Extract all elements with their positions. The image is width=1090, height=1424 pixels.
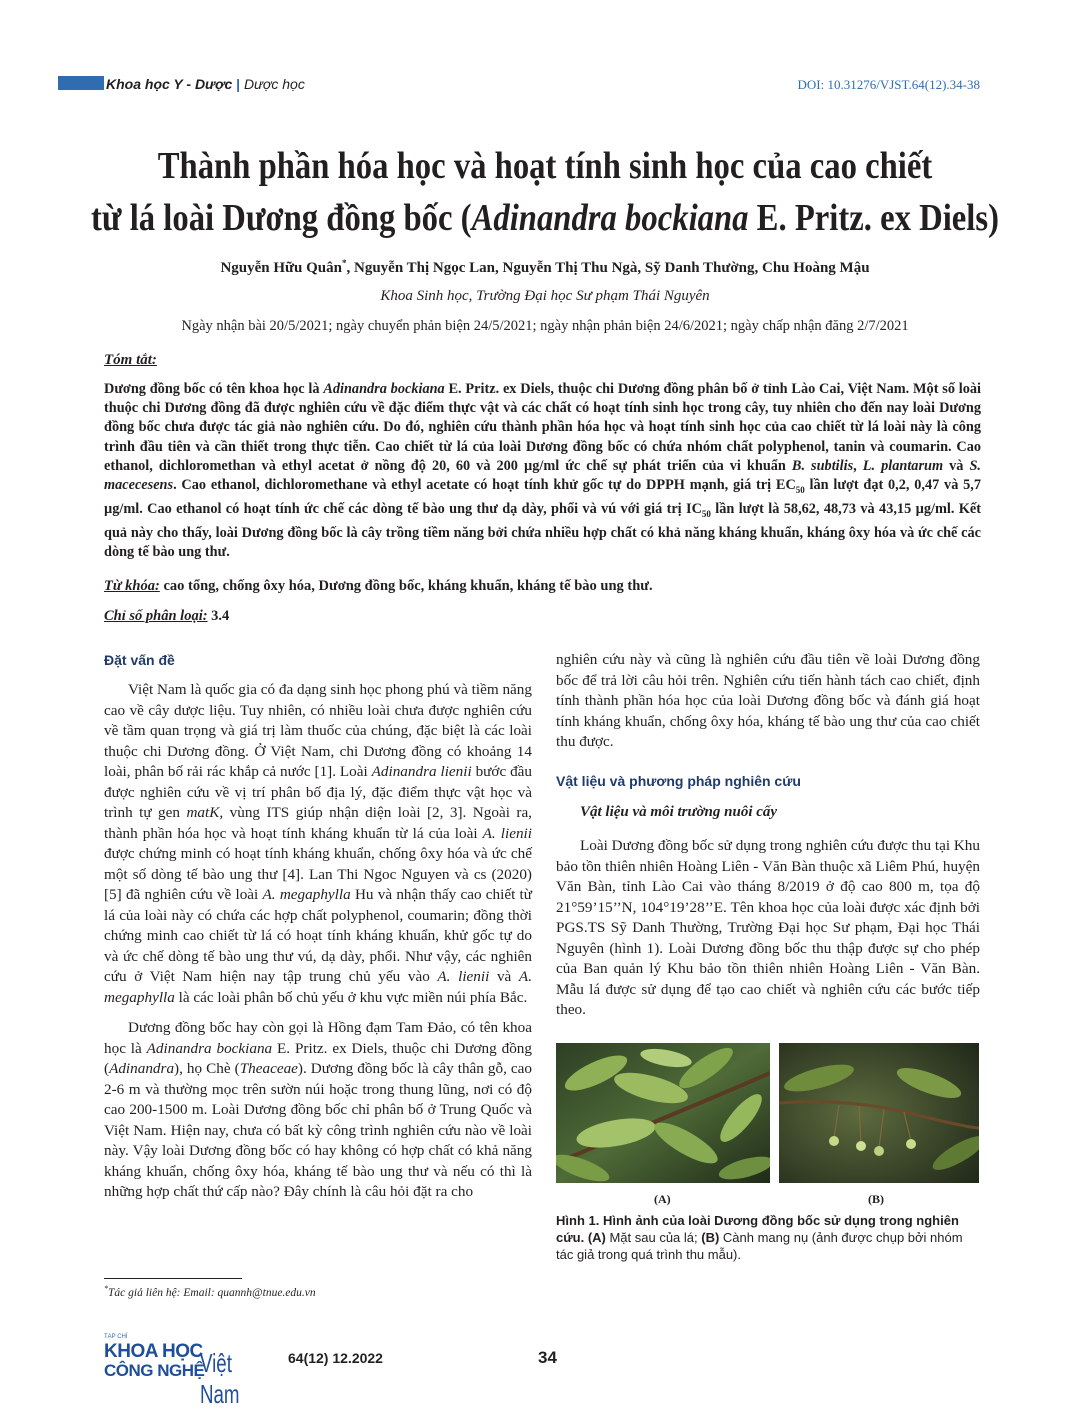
leaf-photo-a <box>556 1043 770 1183</box>
materials-text <box>556 836 980 1021</box>
species-name: Adinandra bockiana <box>471 197 749 239</box>
issue-number: 64(12) 12.2022 <box>288 1350 383 1366</box>
abstract-label: Tóm tắt: <box>104 352 157 368</box>
author-star: * <box>342 258 347 268</box>
section-heading-introduction: Đặt vấn đề <box>104 652 175 668</box>
section-name: Khoa học Y - Dược <box>106 76 233 92</box>
left-column <box>104 680 532 1203</box>
header-accent-bar <box>58 76 104 90</box>
doi-link[interactable]: DOI: 10.31276/VJST.64(12).34-38 <box>797 77 980 92</box>
classification <box>104 608 229 625</box>
footnote-rule <box>104 1278 242 1279</box>
title-text: E. Pritz. ex Diels) <box>748 197 999 239</box>
submission-dates: Ngày nhận bài 20/5/2021; ngày chuyển phản biện 24/5/2021; ngày nhận phản biện 24/6/2021; ngày chấp nhận đăng 2/7/2021 <box>181 318 909 334</box>
figure-label-a: (A) <box>654 1192 671 1206</box>
logo-congnghe: CÔNG NGHỆ <box>104 1361 205 1380</box>
branch-photo-b <box>779 1043 979 1183</box>
logo-tapchi: TẠP CHÍ <box>104 1334 128 1340</box>
classification-label: Chỉ số phân loại: <box>104 608 208 624</box>
right-column-continuation <box>556 650 980 753</box>
abstract-text: Dương đồng bốc có tên khoa học là Adinandra bockiana E. Pritz. ex Diels, thuộc chi Dương đồng phân bố ở tỉnh Lào Cai, Việt Nam. Một số loài thuộc chi Dương đồng đã được nghiên cứu về đặc điểm thực vật và các chất có hoạt tính sinh học trong cây, tuy nhiên cho đến nay loài Dương đồng bốc chưa được tác giả nào nghiên cứu. Do đó, nghiên cứu thành phần hóa học và hoạt tính sinh học của cao chiết từ lá loài này là công trình đầu tiên và cần thiết trong thực tiễn. Cao chiết từ lá của loài Dương đồng bốc có chứa nhóm chất polyphenol, tanin và coumarin. Cao ethanol, dichloromethan và ethyl acetat ở nồng độ 20, 60 và 200 µg/ml ức chế sự phát triển của vi khuẩn B. subtilis, L. plantarum và S. macecesens. Cao ethanol, dichloromethane và ethyl acetate có hoạt tính khử gốc tự do DPPH mạnh, giá trị $EC_{50}$ lần lượt đạt 0,2, 0,47 và 5,7 µg/ml. Cao ethanol có hoạt tính ức chế các dòng tế bào ung thư dạ dày, phổi và vú với giá trị $IC_{50}$ lần lượt là 58,62, 48,73 và 43,15 µg/ml. Kết quả này cho thấy, loài Dương đồng bốc là cây trồng tiềm năng bởi chứa nhiều hợp chất có khả năng kháng khuẩn, kháng ôxy hóa và ức chế các dòng tế bào ung thư. <box>104 381 982 561</box>
co-authors: , Nguyễn Thị Ngọc Lan, Nguyễn Thị Thu Ngà, Sỹ Danh Thường, Chu Hoàng Mậu <box>346 260 870 276</box>
section-separator: | <box>236 76 241 92</box>
section-heading-methods: Vật liệu và phương pháp nghiên cứu <box>556 773 801 789</box>
keywords-text: cao tổng, chống ôxy hóa, Dương đồng bốc, kháng khuẩn, kháng tế bào ung thư. <box>159 578 653 594</box>
paragraph: Việt Nam là quốc gia có đa dạng sinh học phong phú và tiềm năng cao về cây dược liệu. Tuy nhiên, có nhiều loài chưa được nghiên cứu về tầm quan trọng và giá trị làm thuốc của chúng, đặc biệt là các loài thuộc chi Dương đồng. Ở Việt Nam, chi Dương đồng có khoảng 14 loài, phân bố rải rác khắp cả nước [1]. Loài Adinandra lienii bước đầu được nghiên cứu về vị trí phân bố địa lý, đặc điểm thực vật học và trình tự gen matK, vùng ITS giúp nhận diện loài [2, 3]. Ngoài ra, thành phần hóa học và hoạt tính kháng khuẩn từ lá của loài A. lienii được chứng minh có hoạt tính kháng khuẩn, chống ôxy hóa và ức chế một số dòng tế bào ung thư [4]. Lan Thi Ngoc Nguyen và cs (2020) [5] đã nghiên cứu về loài A. megaphylla Hu và nhận thấy cao chiết từ lá của loài này có chứa các hợp chất polyphenol, coumarin; đồng thời chứng minh cao chiết từ lá có hoạt tính kháng khuẩn, khử gốc tự do và ức chế dòng tế bào ung thư vú, dạ dày, phổi. Như vậy, các nghiên cứu ở Việt Nam hiện nay tập trung chủ yếu vào A. lienii và A. megaphylla là các loài phân bố chủ yếu ở khu vực miền núi phía Bắc. <box>104 681 533 1006</box>
logo-khoahoc: KHOA HỌC <box>104 1341 203 1362</box>
figure-label-b: (B) <box>868 1192 884 1206</box>
article-title <box>76 140 1013 244</box>
author-email[interactable]: Tác giả liên hệ: Email: quannh@tnue.edu.vn <box>108 1286 316 1299</box>
journal-section <box>106 76 305 92</box>
paragraph: nghiên cứu này và cũng là nghiên cứu đầu tiên về loài Dương đồng bốc để trả lời câu hỏi trên. Nghiên cứu tiến hành tách cao chiết, định tính thành phần hóa học của loài Dương đồng bốc và đánh giá hoạt tính kháng khuẩn, chống ôxy hóa, kháng tế bào ung thư của cao chiết thu được. <box>556 651 980 750</box>
affiliation: Khoa Sinh học, Trường Đại học Sư phạm Thái Nguyên <box>380 288 710 304</box>
footnote: *Tác giả liên hệ: Email: quannh@tnue.edu.vn <box>104 1284 316 1299</box>
author-list <box>0 258 1090 277</box>
keywords <box>104 578 653 595</box>
paragraph: Dương đồng bốc hay còn gọi là Hồng đạm Tam Đảo, có tên khoa học là Adinandra bockiana E. Pritz. ex Diels, thuộc chi Dương đồng (Adinandra), họ Chè (Theaceae). Dương đồng bốc là cây thân gỗ, cao 2-6 m và thường mọc trên sườn núi hoặc trong thung lũng, nơi có độ cao 200-1500 m. Loài Dương đồng bốc chỉ phân bố ở Trung Quốc và Việt Nam. Hiện nay, chưa có bất kỳ công trình nghiên cứu nào về loài này. Vậy loài Dương đồng bốc có hay không có hợp chất có khả năng kháng khuẩn, chống ôxy hóa, kháng tế bào ung thư và nếu có thì là những hợp chất thứ cấp nào? Đây chính là câu hỏi đặt ra cho <box>104 1019 532 1200</box>
logo-vietnam: Việt Nam <box>200 1348 240 1409</box>
title-line-2 <box>76 192 1013 244</box>
corresponding-author: Nguyễn Hữu Quân <box>220 260 342 276</box>
keywords-label: Từ khóa: <box>104 578 160 594</box>
title-line-1: Thành phần hóa học và hoạt tính sinh học của cao chiết <box>157 145 933 187</box>
figure-caption: Hình 1. Hình ảnh của loài Dương đồng bốc sử dụng trong nghiên cứu. (A) Mặt sau của lá; (B) Cành mang nụ (ảnh được chụp bởi nhóm tác giả trong quá trình thu mẫu). <box>556 1213 963 1262</box>
paragraph: Loài Dương đồng bốc sử dụng trong nghiên cứu được thu tại Khu bảo tồn thiên nhiên Hoàng Liên - Văn Bàn thuộc xã Liêm Phú, huyện Văn Bàn, tỉnh Lào Cai vào tháng 8/2019 ở độ cao 800 m, tọa độ 21°59’15’’N, 104°19’28’’E. Tên khoa học của loài được xác định bởi PGS.TS Sỹ Danh Thường, Trường Đại học Sư phạm, Đại học Thái Nguyên (hình 1). Loài Dương đồng bốc thu thập được sự cho phép của Ban quản lý Khu bảo tồn thiên nhiên Hoàng Liên - Văn Bàn. Mẫu lá được sử dụng để tạo cao chiết và nghiên cứu các bước tiếp theo. <box>556 837 980 1018</box>
title-text: từ lá loài Dương đồng bốc ( <box>91 197 472 239</box>
classification-value: 3.4 <box>207 608 230 624</box>
journal-logo <box>104 1334 284 1409</box>
subsection-heading: Vật liệu và môi trường nuôi cấy <box>580 804 778 820</box>
subsection-name: Dược học <box>243 76 305 92</box>
page-number: 34 <box>538 1348 557 1367</box>
